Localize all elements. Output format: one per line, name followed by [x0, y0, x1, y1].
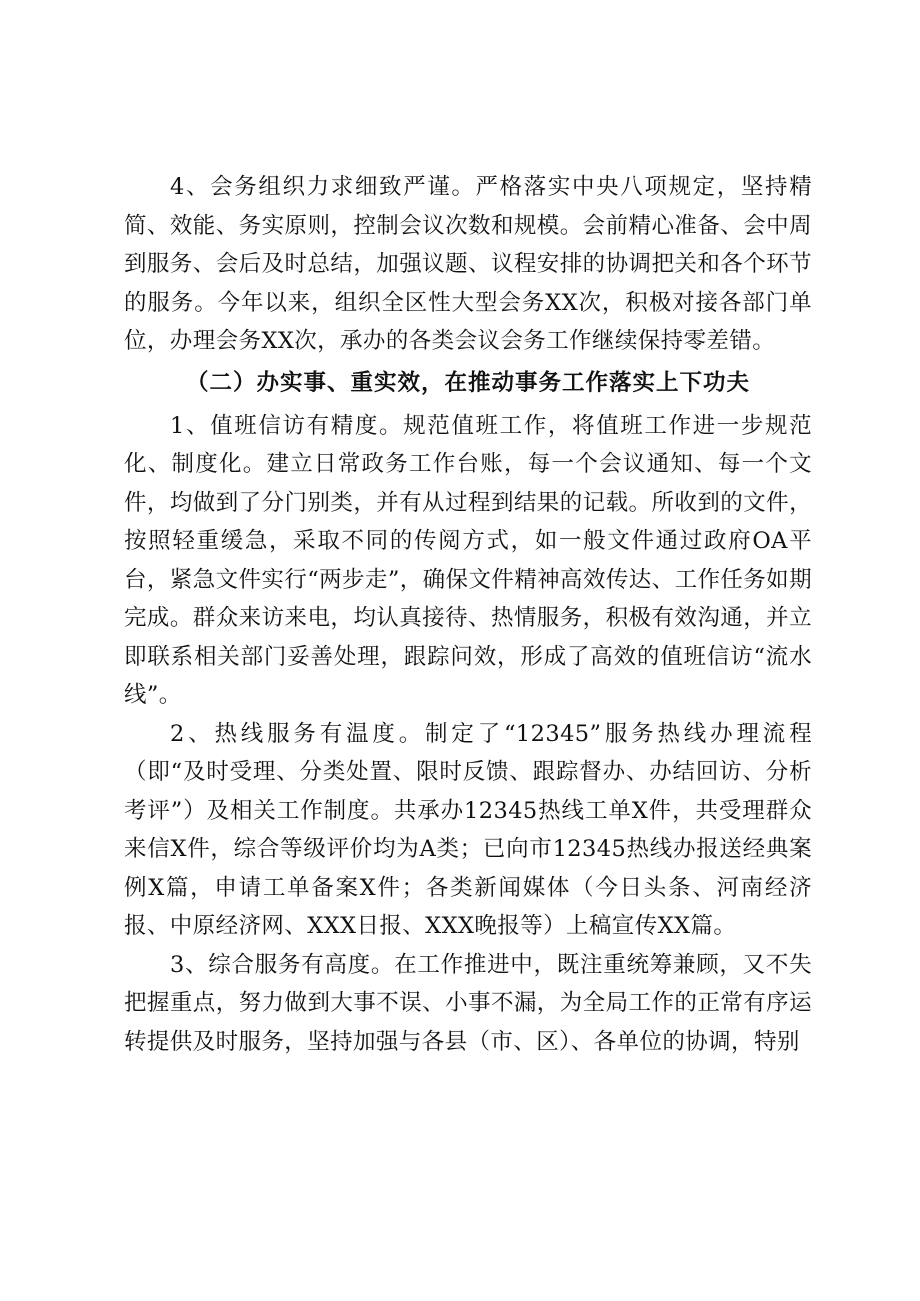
paragraph-comprehensive-service: 3、综合服务有高度。在工作推进中，既注重统筹兼顾，又不失把握重点，努力做到大事不误、小事不漏，为全局工作的正常有序运转提供及时服务，坚持加强与各县（市、区）、各单位的协调，特别	[124, 951, 812, 1055]
section-heading: （二）办实事、重实效，在推动事务工作落实上下功夫	[185, 369, 750, 396]
paragraph-duty-petitions: 1、值班信访有精度。规范值班工作，将值班工作进一步规范化、制度化。建立日常政务工作台账，每一个会议通知、每一个文件，均做到了分门别类，并有从过程到结果的记载。所收到的文件，按照轻重缓急，采取不同的传阅方式，如一般文件通过政府OA平台，紧急文件实行“两步走”，确保文件精神高效传达、工作任务如期完成。群众来访来电，均认真接待、热情服务，积极有效沟通，并立即联系相关部门妥善处理，跟踪问效，形成了高效的值班信访“流水线”。	[124, 412, 812, 708]
paragraph-hotline-service: 2、热线服务有温度。制定了“12345”服务热线办理流程（即“及时受理、分类处置、限时反馈、跟踪督办、办结回访、分析考评”）及相关工作制度。共承办12345热线工单X件，共受理群众来信X件，综合等级评价均为A类；已向市12345热线办报送经典案例X篇，申请工单备案X件；各类新闻媒体（今日头条、河南经济报、中原经济网、XXX日报、XXX晚报等）上稿宣传XX篇。	[124, 720, 812, 939]
document-body	[124, 168, 812, 1061]
paragraph-meeting-organization: 4、会务组织力求细致严谨。严格落实中央八项规定，坚持精简、效能、务实原则，控制会议次数和规模。会前精心准备、会中周到服务、会后及时总结，加强议题、议程安排的协调把关和各个环节的服务。今年以来，组织全区性大型会务XX次，积极对接各部门单位，办理会务XX次，承办的各类会议会务工作继续保持零差错。	[124, 174, 812, 354]
